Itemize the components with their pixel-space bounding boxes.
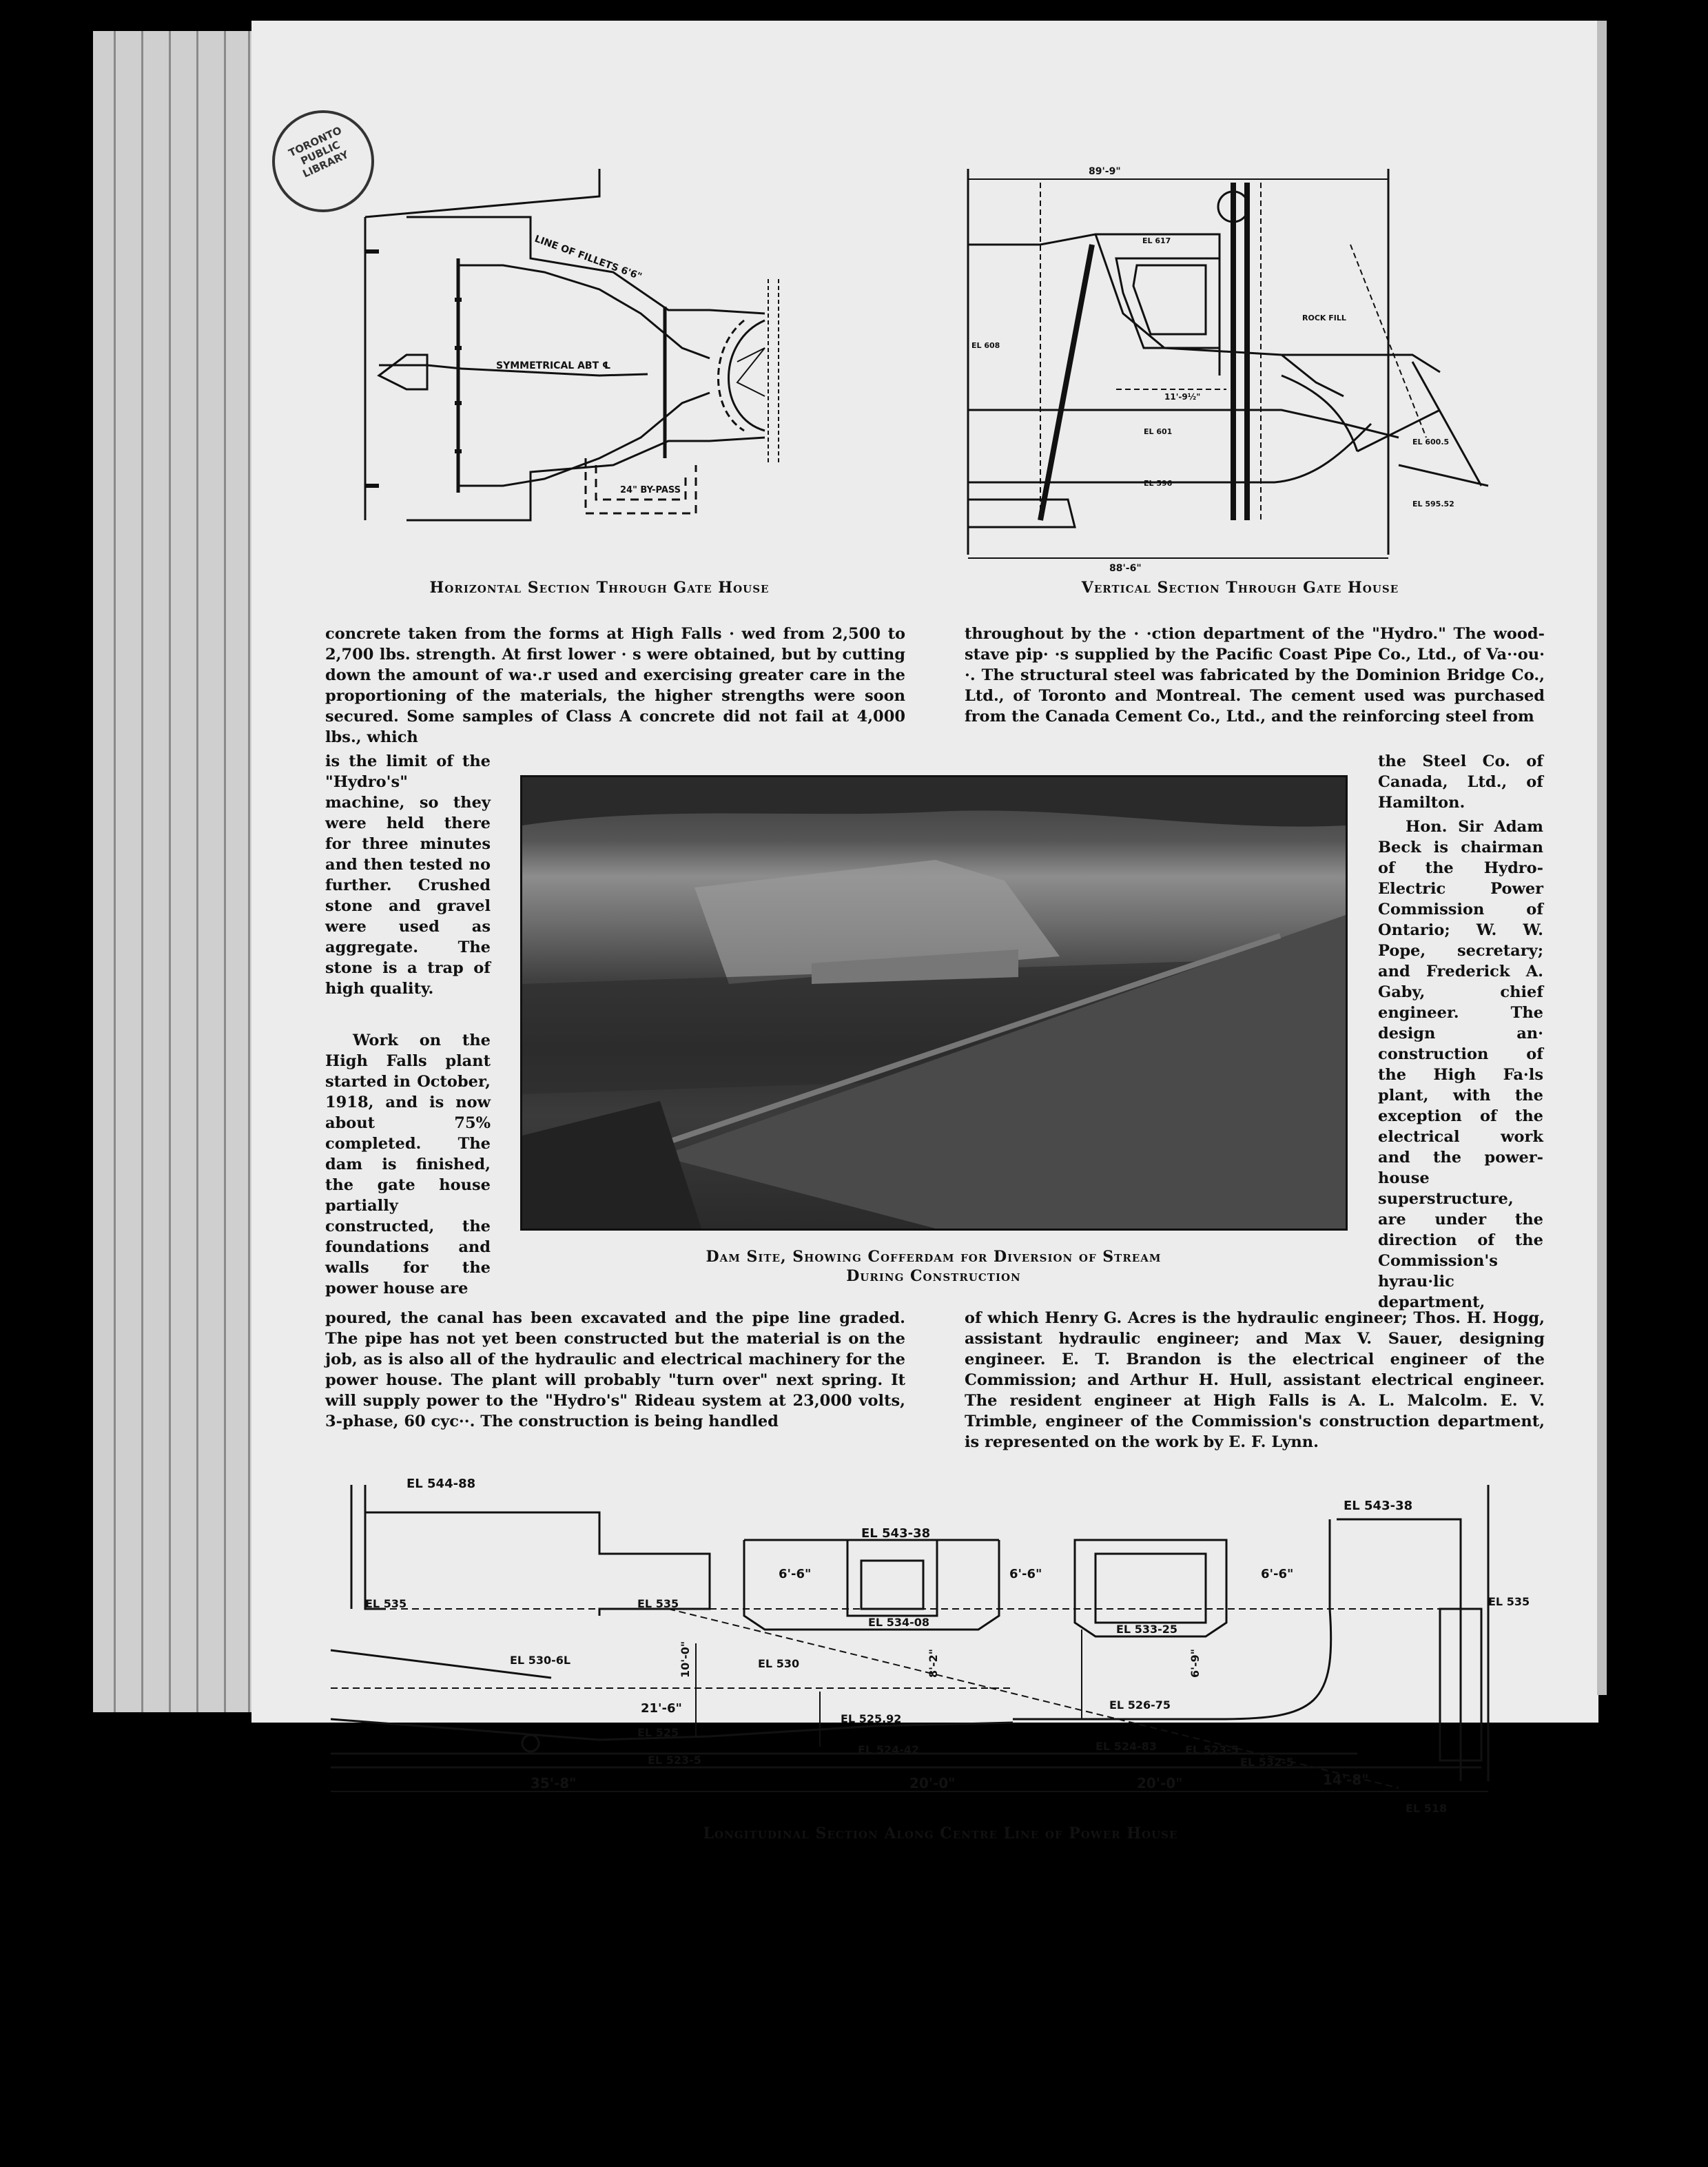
el596-label: EL 596	[1144, 479, 1173, 488]
el595-label: EL 595.52	[1412, 500, 1454, 509]
el52592-label: EL 525.92	[841, 1712, 902, 1725]
el52675-label: EL 526-75	[1109, 1698, 1171, 1712]
longitudinal-section-caption: Longitudinal Section Along Centre Line of Power House	[703, 1825, 1178, 1842]
d20b-label: 20'-0"	[1137, 1775, 1183, 1791]
d20a-label: 20'-0"	[909, 1775, 956, 1791]
el534-label: EL 534-08	[868, 1616, 929, 1629]
bypass-label: 24" BY-PASS	[620, 485, 681, 495]
photo-caption-line2: During Construction	[846, 1267, 1021, 1285]
el600-label: EL 600.5	[1412, 438, 1450, 446]
right-column-bottom: of which Henry G. Acres is the hydraulic engineer; Thos. H. Hogg, assistant hydraulic engineer; and Max V. Sauer, designing engineer. E. T. Brandon is the electrical engineer of the Commission; and Arthur H. Hull, assistant electrical engineer. The resident engineer at High Falls is A. L. Malcolm. E. V. Trimble, engineer of the Commission's construction department, is represented on the work by E. F. Lynn.	[965, 1309, 1545, 1451]
right-column-top: throughout by the · ·ction department of the "Hydro." The wood-stave pip· ·s supplied by the Pacific Coast Pipe Co., Ltd., of Va··ou· ·. The structural steel was fabricated by the Dominion Bridge Co., Ltd., of Toronto and Montreal. The cement used was purchased from the Canada Cement Co., Ltd., and the reinforcing steel from	[965, 625, 1545, 726]
el543a-label: EL 543-38	[861, 1526, 931, 1541]
el608-label: EL 608	[971, 341, 1000, 350]
el518-label: EL 518	[1406, 1802, 1448, 1815]
el544-label: EL 544-88	[407, 1477, 476, 1491]
book-page-edges	[93, 31, 265, 1712]
vertical-section-drawing	[958, 162, 1523, 575]
d21-label: 21'-6"	[641, 1701, 682, 1716]
el52442-label: EL 524-42	[858, 1743, 919, 1756]
library-stamp-text: TORONTO PUBLIC LIBRARY	[287, 124, 351, 181]
d6-label: 6'-9"	[1189, 1648, 1202, 1678]
d14-label: 14'-8"	[1323, 1771, 1369, 1788]
vertical-bottom-dim: 88'-6"	[1109, 563, 1142, 574]
el535c-label: EL 535	[1488, 1595, 1530, 1608]
el535a-label: EL 535	[365, 1597, 407, 1610]
left-column-bottom: poured, the canal has been excavated and the pipe line graded. The pipe has not yet been constructed but the material is on the job, as is also all of the hydraulic and electrical machinery for the power house. The plant will probably "turn over" next spring. It will supply power to the "Hydro's" Rideau system at 23,000 volts, 3-phase, 60 cyc··. The construction is being handled	[325, 1309, 905, 1430]
el5235a-label: EL 523-5	[648, 1754, 701, 1767]
symmetrical-label: SYMMETRICAL ABT ℄	[496, 360, 611, 371]
vertical-section-caption: Vertical Section Through Gate House	[1081, 579, 1399, 597]
photo-caption-line1: Dam Site, Showing Cofferdam for Diversion of Stream	[706, 1248, 1162, 1266]
el5325-label: EL 532-5	[1240, 1756, 1294, 1769]
left-column-top: concrete taken from the forms at High Falls · wed from 2,500 to 2,700 lbs. strength. At first lower · s were obtained, but by cutting down the amount of wa·.r used and exercising greater care in the proportioning of the materials, the higher strengths were soon secured. Some samples of Class A concrete did not fail at 4,000 lbs., which	[325, 625, 905, 746]
right-column-narrow-1: the Steel Co. of Canada, Ltd., of Hamilton.	[1378, 752, 1543, 812]
el5235b-label: EL 523-5	[1185, 1743, 1239, 1756]
dim-11-label: 11'-9½"	[1164, 392, 1201, 402]
left-column-narrow-1: is the limit of the "Hydro's" machine, so they were held there for three minutes and then tested no further. Crushed stone and gravel were used as aggregate. The stone is a trap of high quality.	[325, 752, 491, 998]
right-page-edge	[1597, 21, 1607, 1695]
vertical-top-dim: 89'-9"	[1089, 166, 1121, 177]
rock-fill-label: ROCK FILL	[1302, 314, 1346, 322]
el52483-label: EL 524-83	[1095, 1740, 1157, 1753]
dam-site-photo	[520, 775, 1348, 1231]
photo-caption	[524, 1247, 1344, 1286]
d10-label: 10'-0"	[679, 1641, 692, 1678]
gap2-label: 6'-6"	[1009, 1567, 1042, 1581]
el530-label: EL 530	[758, 1657, 800, 1670]
fillets-label: LINE OF FILLETS 6'6"	[533, 233, 644, 283]
longitudinal-section-drawing	[324, 1471, 1557, 1816]
el535b-label: EL 535	[637, 1597, 679, 1610]
left-column-narrow-2: Work on the High Falls plant started in October, 1918, and is now about 75% completed. The dam is finished, the gate house partially constructed, the foundations and walls for the power house are	[325, 1031, 491, 1297]
el617-label: EL 617	[1142, 236, 1171, 245]
gap3-label: 6'-6"	[1261, 1567, 1294, 1581]
el5306-label: EL 530-6L	[510, 1654, 571, 1667]
el533-label: EL 533-25	[1116, 1623, 1177, 1636]
right-column-narrow-2: Hon. Sir Adam Beck is chairman of the Hydro-Electric Power Commission of Ontario; W. W. Pope, secretary; and Frederick A. Gaby, chief engineer. The design an· construction of the High Fa·ls plant, with the exception of the electrical work and the power-house superstructure, are under the direction of the Commission's hyrau·lic department,	[1378, 818, 1543, 1311]
d8-label: 8'-2"	[927, 1648, 940, 1678]
el601-label: EL 601	[1144, 427, 1173, 436]
el525-label: EL 525	[637, 1726, 679, 1739]
d35-label: 35'-8"	[531, 1775, 577, 1791]
horizontal-section-caption: Horizontal Section Through Gate House	[429, 579, 770, 597]
horizontal-section-drawing	[324, 169, 930, 575]
gap1-label: 6'-6"	[779, 1567, 812, 1581]
el543b-label: EL 543-38	[1344, 1499, 1413, 1513]
